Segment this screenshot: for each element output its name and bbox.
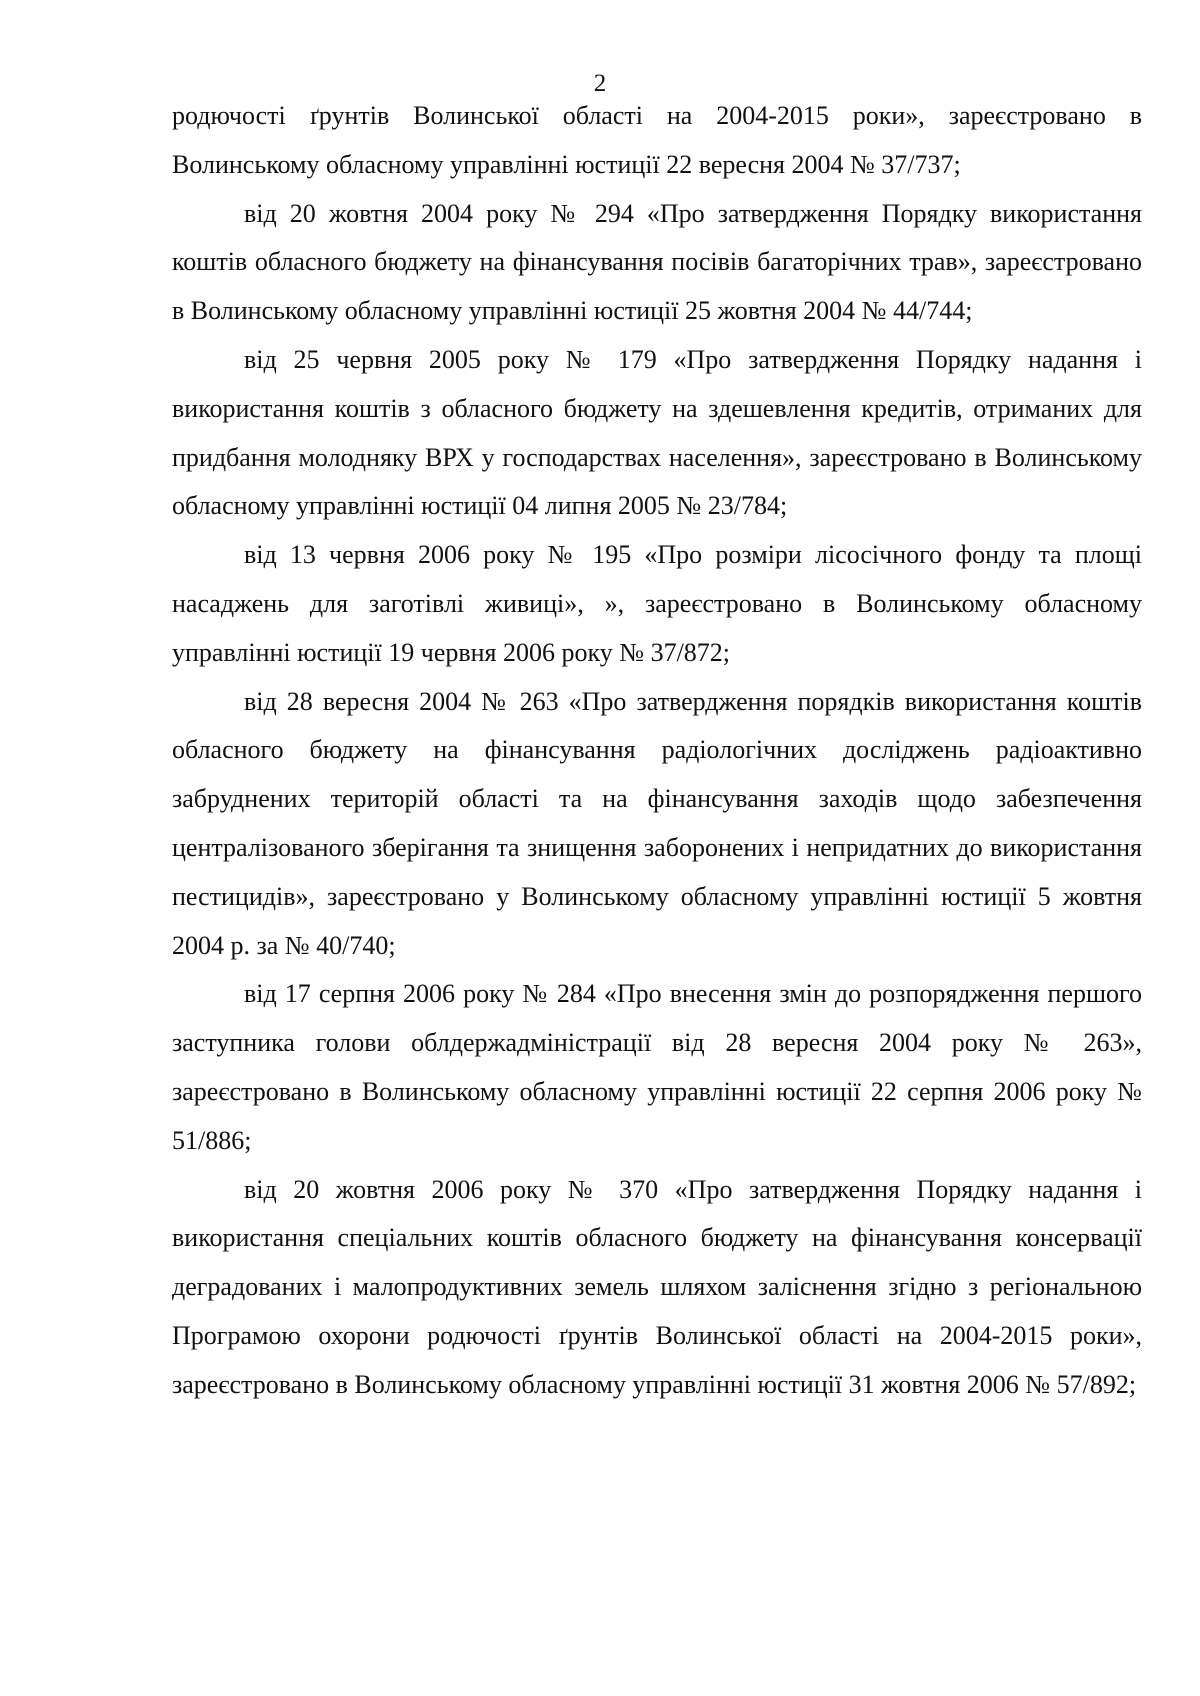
paragraph-order-370: від 20 жовтня 2006 року № 370 «Про затвердження Порядку надання і використання спеціальних коштів обласного бюджету на фінансування консервації деградованих і малопродуктивних земель шляхом заліснення згідно з регіональною Програмою охорони родючості ґрунтів Волинської області на 2004-2015 роки», зареєстровано в Волинському обласному управлінні юстиції 31 жовтня 2006 № 57/892; xyxy=(172,1174,1142,1399)
paragraph-order-294: від 20 жовтня 2004 року № 294 «Про затвердження Порядку використання коштів обласного бюджету на фінансування посівів багаторічних трав», зареєстровано в Волинському обласному управлінні юстиції 25 жовтня 2004 № 44/744; xyxy=(172,198,1142,326)
paragraph-continuation: родючості ґрунтів Волинської області на 2004-2015 роки», зареєстровано в Волинському обласному управлінні юстиції 22 вересня 2004 № 37/737; xyxy=(172,101,1142,179)
paragraph-order-263: від 28 вересня 2004 № 263 «Про затвердження порядків використання коштів обласного бюджету на фінансування радіологічних досліджень радіоактивно забруднених територій області та на фінансування заходів щодо забезпечення централізованого зберігання та знищення заборонених і непридатних до використання пестицидів», зареєстровано у Волинському обласному управлінні юстиції 5 жовтня 2004 р. за № 40/740; xyxy=(172,686,1142,960)
paragraph-order-284: від 17 серпня 2006 року № 284 «Про внесення змін до розпорядження першого заступника голови облдержадміністрації від 28 вересня 2004 року № 263», зареєстровано в Волинському обласному управлінні юстиції 22 серпня 2006 року № 51/886; xyxy=(172,979,1142,1155)
document-body xyxy=(172,92,1142,1410)
paragraph-order-195: від 13 червня 2006 року № 195 «Про розміри лісосічного фонду та площі насаджень для заготівлі живиці», », зареєстровано в Волинському обласному управлінні юстиції 19 червня 2006 року № 37/872; xyxy=(172,540,1142,667)
page-number: 2 xyxy=(593,70,607,97)
paragraph-order-179: від 25 червня 2005 року № 179 «Про затвердження Порядку надання і використання коштів з обласного бюджету на здешевлення кредитів, отриманих для придбання молодняку ВРХ у господарствах населення», зареєстровано в Волинському обласному управлінні юстиції 04 липня 2005 № 23/784; xyxy=(172,344,1142,521)
